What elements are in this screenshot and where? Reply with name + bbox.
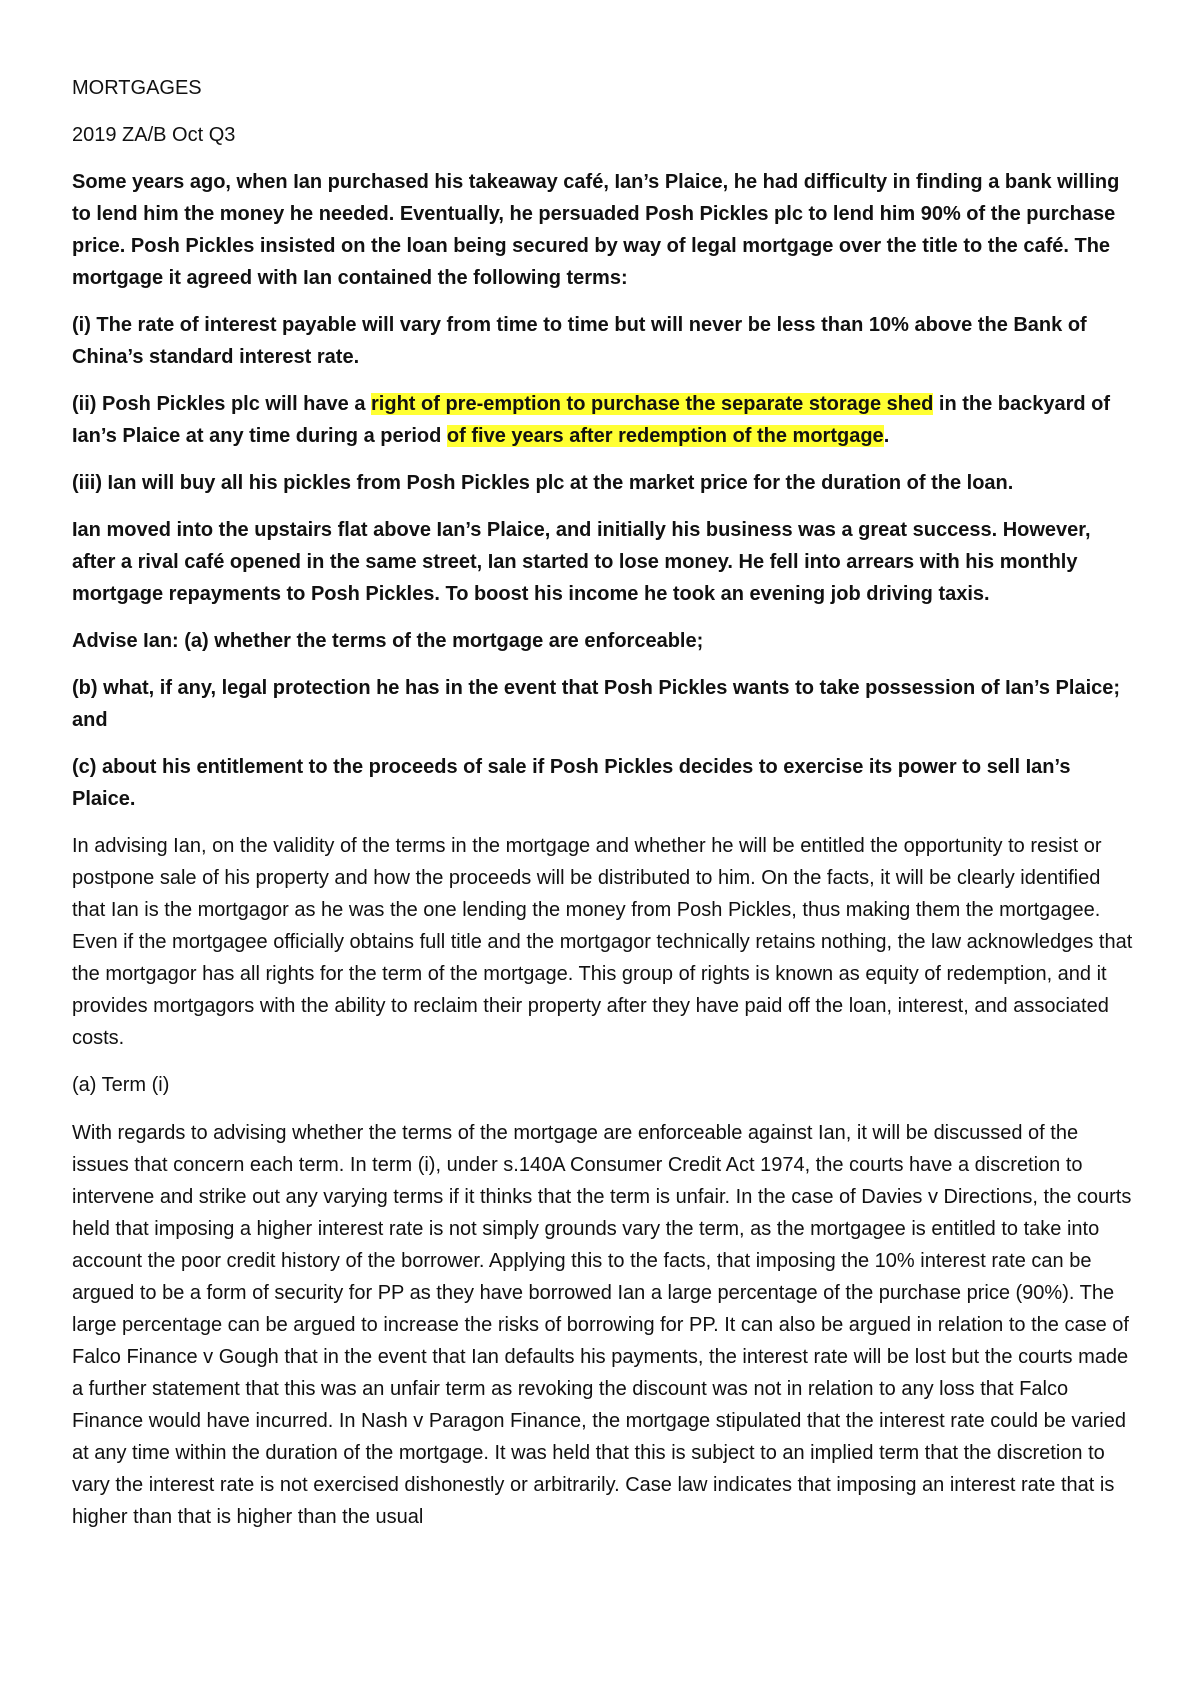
answer-heading-a: (a) Term (i) (72, 1074, 170, 1096)
advise-c: (c) about his entitlement to the proceeds of sale if Posh Pickles decides to exercise its power to sell Ian’s Plaice. (72, 756, 1071, 810)
advise-b: (b) what, if any, legal protection he has in the event that Posh Pickles wants to take possession of Ian’s Plaice; and (72, 677, 1121, 731)
document-title: MORTGAGES (72, 77, 202, 99)
term-iii: (iii) Ian will buy all his pickles from Posh Pickles plc at the market price for the duration of the loan. (72, 472, 1014, 494)
term-ii-text-2: in the backyard of Ian’s Plaice at any time during a period (72, 393, 1111, 447)
highlight-pre-emption: right of pre-emption to purchase the separate storage shed (371, 393, 934, 415)
question-intro: Some years ago, when Ian purchased his takeaway café, Ian’s Plaice, he had difficulty in finding a bank willing to lend him the money he needed. Eventually, he persuaded Posh Pickles plc to lend him 90% of the purchase price. Posh Pickles insisted on the loan being secured by way of legal mortgage over the title to the café. The mortgage it agreed with Ian contained the following terms: (72, 171, 1120, 289)
term-ii-text-1: (ii) Posh Pickles plc will have a (72, 393, 372, 415)
term-ii (72, 388, 1136, 452)
question-facts: Ian moved into the upstairs flat above Ian’s Plaice, and initially his business was a great success. However, after a rival café opened in the same street, Ian started to lose money. He fell into arrears with his monthly mortgage repayments to Posh Pickles. To boost his income he took an evening job driving taxis. (72, 519, 1091, 605)
question-reference: 2019 ZA/B Oct Q3 (72, 124, 236, 146)
answer-paragraph-a: With regards to advising whether the terms of the mortgage are enforceable against Ian, it will be discussed of the issues that concern each term. In term (i), under s.140A Consumer Credit Act 1974, the courts have a discretion to intervene and strike out any varying terms if it thinks that the term is unfair. In the case of Davies v Directions, the courts held that imposing a higher interest rate is not simply grounds vary the term, as the mortgagee is entitled to take into account the poor credit history of the borrower. Applying this to the facts, that imposing the 10% interest rate can be argued to be a form of security for PP as they have borrowed Ian a large percentage of the purchase price (90%). The large percentage can be argued to increase the risks of borrowing for PP. It can also be argued in relation to the case of Falco Finance v Gough that in the event that Ian defaults his payments, the interest rate will be lost but the courts made a further statement that this was an unfair term as revoking the discount was not in relation to any loss that Falco Finance would have incurred. In Nash v Paragon Finance, the mortgage stipulated that the interest rate could be varied at any time within the duration of the mortgage. It was held that this is subject to an implied term that the discretion to vary the interest rate is not exercised dishonestly or arbitrarily. Case law indicates that imposing an interest rate that is higher than that is higher than the usual (72, 1122, 1132, 1528)
highlight-five-years: of five years after redemption of the mortgage (446, 425, 884, 447)
term-i: (i) The rate of interest payable will vary from time to time but will never be less than 10% above the Bank of China’s standard interest rate. (72, 314, 1087, 368)
term-ii-text-3: . (883, 425, 890, 447)
advise-a: Advise Ian: (a) whether the terms of the mortgage are enforceable; (72, 630, 704, 652)
answer-intro: In advising Ian, on the validity of the terms in the mortgage and whether he will be entitled the opportunity to resist or postpone sale of his property and how the proceeds will be distributed to him. On the facts, it will be clearly identified that Ian is the mortgagor as he was the one lending the money from Posh Pickles, thus making them the mortgagee. Even if the mortgagee officially obtains full title and the mortgagor technically retains nothing, the law acknowledges that the mortgagor has all rights for the term of the mortgage. This group of rights is known as equity of redemption, and it provides mortgagors with the ability to reclaim their property after they have paid off the loan, interest, and associated costs. (72, 835, 1133, 1049)
